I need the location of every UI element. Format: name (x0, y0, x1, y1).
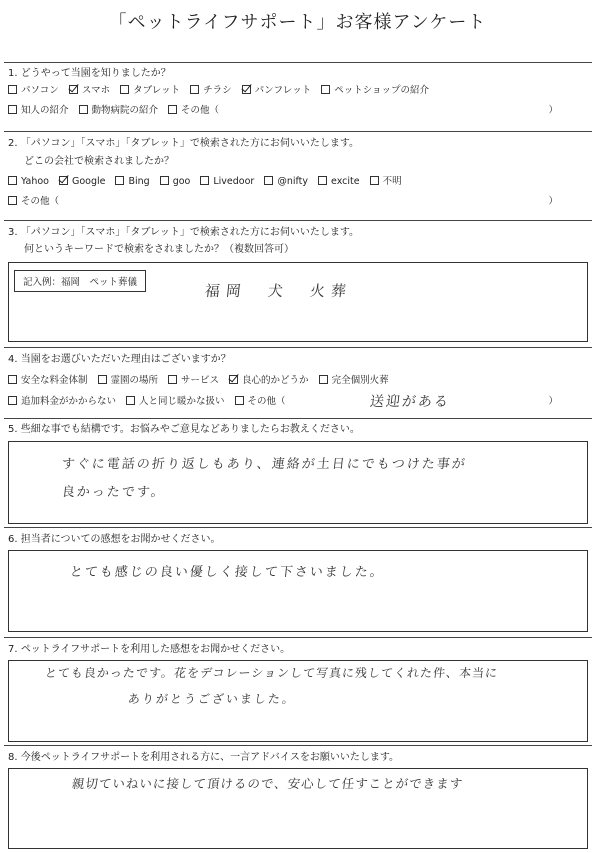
q4-option[interactable] (98, 375, 159, 387)
checkbox[interactable] (318, 176, 327, 185)
option-label: 霊園の場所 (110, 375, 159, 386)
option-label: チラシ (203, 85, 232, 96)
q2-option[interactable] (318, 176, 360, 188)
option-label: 人と同じ暖かな扱い (139, 396, 225, 407)
option-label: パンフレット (254, 85, 312, 96)
close-paren: ） (548, 196, 558, 207)
checkbox[interactable] (190, 85, 199, 94)
q6-answer-line1: とても感じの良い優しく接して下さいました。 (69, 565, 386, 580)
q2-option[interactable] (59, 176, 106, 188)
checkbox[interactable] (98, 375, 107, 384)
q2-option[interactable] (200, 176, 254, 188)
q3-handwritten-answer: 福岡 犬 火葬 (204, 282, 353, 300)
q1-option[interactable] (190, 85, 232, 97)
option-label: 追加料金がかからない (21, 396, 117, 407)
q4-option[interactable] (8, 396, 116, 408)
q7-question: 7. ペットライフサポートを利用した感想をお聞かせください。 (8, 644, 291, 655)
q2-option[interactable] (8, 196, 59, 208)
q4-option[interactable] (235, 396, 286, 408)
checkbox[interactable] (168, 375, 177, 384)
divider (4, 527, 592, 528)
q2-option[interactable] (8, 176, 49, 188)
q1-option[interactable] (69, 85, 110, 97)
q4-option[interactable] (8, 375, 88, 387)
checkbox[interactable] (8, 375, 17, 384)
checkbox[interactable] (235, 396, 244, 405)
q1-option[interactable] (242, 85, 312, 97)
q4-option[interactable] (168, 375, 219, 387)
q4-question: 4. 当園をお選びいただいた理由はございますか？ (8, 354, 231, 365)
q2-options-row2 (8, 196, 588, 208)
option-label: 完全個別火葬 (331, 375, 389, 386)
q6-question: 6. 担当者についての感想をお聞かせください。 (8, 534, 221, 545)
q5-answer-line1: すぐに電話の折り返しもあり、連絡が土日にでもつけた事が (61, 457, 468, 472)
q4-option[interactable] (319, 375, 389, 387)
option-label: 不明 (382, 176, 402, 187)
checkbox-checked[interactable] (242, 85, 251, 94)
q3-question: 3. 「パソコン」「スマホ」「タブレット」で検索された方にお伺いいたします。 (8, 227, 360, 238)
q4-other-handwritten: 送迎がある (369, 394, 451, 410)
q2-option[interactable] (370, 176, 402, 188)
option-label: スマホ (81, 85, 111, 96)
checkbox[interactable] (370, 176, 379, 185)
option-label: その他（ (247, 396, 286, 407)
q4-options-row2 (8, 396, 588, 408)
option-label: 安全な料金体制 (21, 375, 88, 386)
option-label: Bing (128, 176, 150, 187)
option-label: その他（ (21, 196, 60, 207)
q3-question-line2: 何というキーワードで検索をされましたか？（複数回答可） (24, 244, 294, 255)
q1-options-row1 (8, 85, 588, 97)
q5-answer-line2: 良かったです。 (61, 485, 167, 500)
q2-option[interactable] (160, 176, 191, 188)
checkbox-checked[interactable] (69, 85, 78, 94)
checkbox[interactable] (160, 176, 169, 185)
option-label: 動物病院の紹介 (91, 105, 159, 116)
divider (4, 131, 592, 132)
q2-question: 2. 「パソコン」「スマホ」「タブレット」で検索された方にお伺いいたします。 (8, 138, 360, 149)
q1-option[interactable] (8, 105, 69, 117)
option-label: 良心的かどうか (242, 375, 309, 386)
option-label: サービス (181, 375, 220, 386)
checkbox[interactable] (8, 85, 17, 94)
q1-question: 1. どうやって当園を知りましたか？ (8, 68, 171, 79)
option-label: タブレット (133, 85, 181, 96)
close-paren: ） (548, 105, 558, 116)
option-label: 知人の紹介 (21, 105, 69, 116)
q1-options-row2 (8, 105, 588, 117)
option-label: ペットショップの紹介 (334, 85, 430, 96)
q5-question: 5. 些細な事でも結構です。お悩みやご意見などありましたらお教えください。 (8, 424, 360, 435)
option-label: excite (331, 176, 360, 187)
option-label: Yahoo (21, 176, 49, 187)
q8-answer-line1: 親切ていねいに接して頂けるので、安心して任すことができます (71, 776, 465, 791)
checkbox[interactable] (8, 396, 17, 405)
q1-option[interactable] (79, 105, 159, 117)
checkbox[interactable] (115, 176, 124, 185)
option-label: Livedoor (213, 176, 255, 187)
page-title: 「ペットライフサポート」お客様アンケート (108, 12, 487, 33)
divider (4, 418, 592, 419)
option-label: その他（ (181, 105, 220, 116)
checkbox[interactable] (120, 85, 129, 94)
option-label: @nifty (277, 176, 309, 187)
q2-question-line2: どこの会社で検索されましたか？ (24, 156, 174, 167)
q1-option[interactable] (168, 105, 219, 117)
checkbox[interactable] (200, 176, 209, 185)
q3-example-label: 記入例：福岡 ペット葬儀 (14, 270, 146, 292)
checkbox-checked[interactable] (229, 375, 238, 384)
divider (4, 637, 592, 638)
divider (4, 745, 592, 746)
q1-option[interactable] (120, 85, 180, 97)
checkbox[interactable] (264, 176, 273, 185)
checkbox[interactable] (168, 105, 177, 114)
option-label: パソコン (21, 85, 59, 96)
q7-answer-line1: とても良かったです。花をデコレーションして写真に残してくれた件、本当に (44, 666, 499, 680)
q8-question: 8. 今後ペットライフサポートを利用される方に、一言アドバイスをお願いいたします。 (8, 752, 400, 763)
checkbox-checked[interactable] (59, 176, 68, 185)
q1-option[interactable] (8, 85, 59, 97)
q2-options-row1 (8, 176, 588, 188)
close-paren: ） (548, 396, 558, 407)
q7-answer-line2: ありがとうございました。 (127, 692, 297, 706)
q4-options-row1 (8, 375, 588, 387)
q4-option[interactable] (126, 396, 225, 408)
option-label: goo (172, 176, 191, 187)
q2-option[interactable] (115, 176, 149, 188)
checkbox[interactable] (319, 375, 328, 384)
checkbox[interactable] (8, 105, 17, 114)
checkbox[interactable] (8, 176, 17, 185)
q4-option[interactable] (229, 375, 309, 387)
divider (4, 347, 592, 348)
checkbox[interactable] (8, 196, 17, 205)
divider (4, 220, 592, 221)
q2-option[interactable] (264, 176, 308, 188)
divider (4, 62, 592, 63)
option-label: Google (71, 176, 106, 187)
checkbox[interactable] (126, 396, 135, 405)
q1-option[interactable] (321, 85, 429, 97)
checkbox[interactable] (321, 85, 330, 94)
checkbox[interactable] (79, 105, 88, 114)
